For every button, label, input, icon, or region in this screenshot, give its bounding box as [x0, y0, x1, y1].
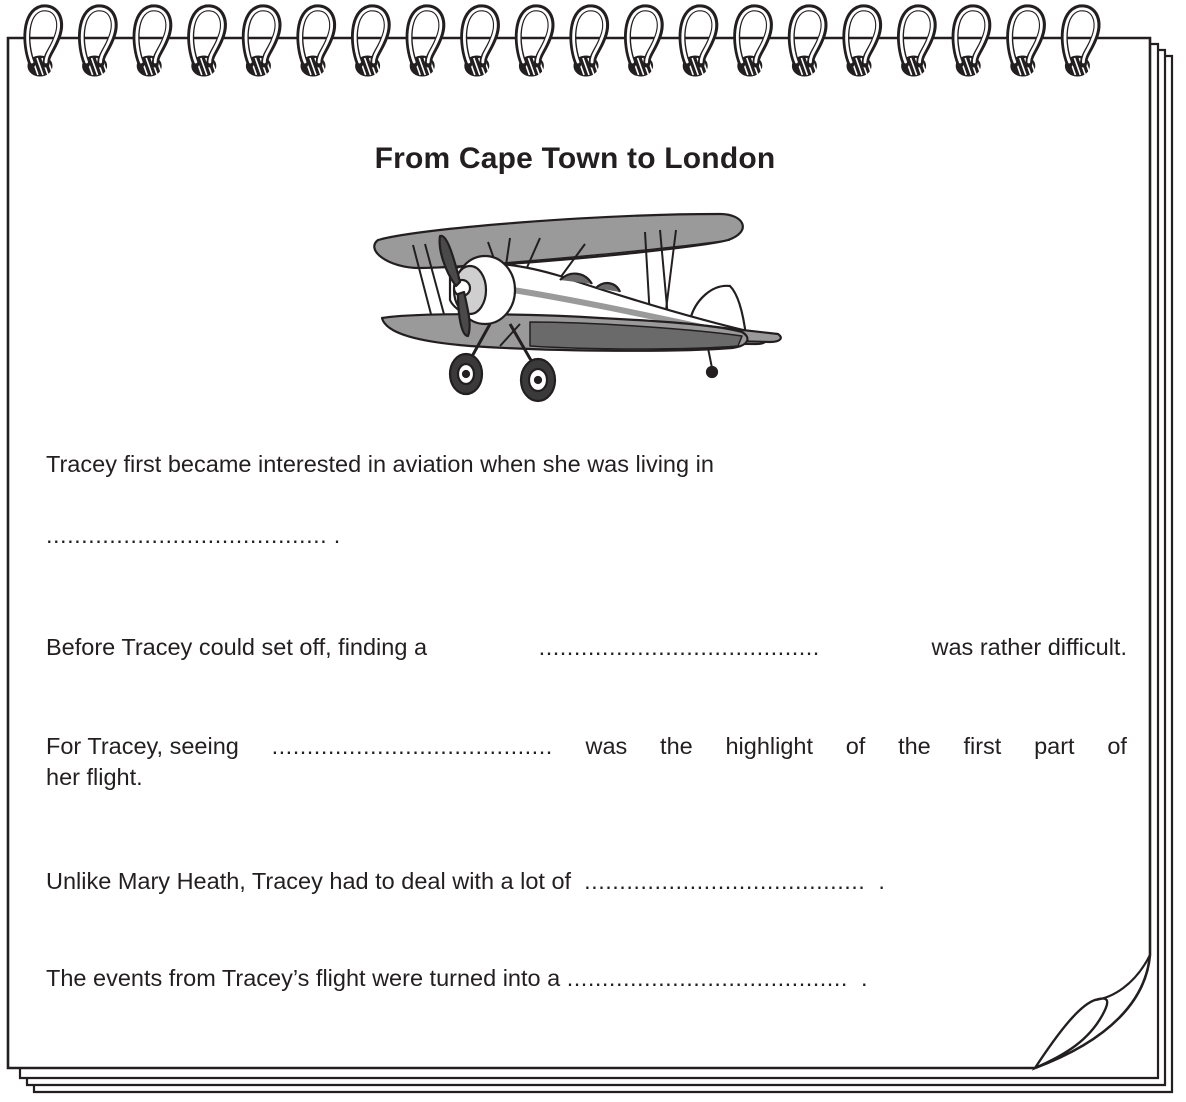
question-3-continuation: her flight. [46, 764, 143, 790]
answer-blank-5[interactable]: ........................................ [566, 965, 848, 991]
question-5-before: The events from Tracey’s flight were turned into a [46, 965, 561, 991]
question-1-end: . [333, 522, 341, 548]
question-1-text: Tracey first became interested in aviation when she was living in [46, 451, 714, 477]
question-3-word-3: highlight [725, 733, 813, 759]
question-2-before: Before Tracey could set off, finding a [46, 634, 428, 660]
answer-blank-2[interactable]: ........................................ [538, 634, 820, 660]
question-5-end: . [860, 965, 868, 991]
question-5 [46, 963, 868, 994]
answer-blank-3[interactable]: ........................................ [271, 733, 553, 759]
answer-blank-1[interactable]: ........................................ [46, 522, 328, 548]
question-3-word-1: was [585, 733, 628, 759]
answer-blank-4[interactable]: ........................................ [584, 868, 866, 894]
question-4-end: . [878, 868, 885, 894]
question-4-before: Unlike Mary Heath, Tracey had to deal with a lot of [46, 868, 572, 894]
question-3-word-2: the [660, 733, 693, 759]
question-1-prompt [46, 449, 714, 480]
question-2-after: was rather difficult. [931, 634, 1127, 660]
question-3-word-5: the [898, 733, 931, 759]
question-4 [46, 866, 885, 897]
question-3-word-8: of [1107, 733, 1127, 759]
question-3-word-4: of [845, 733, 866, 759]
worksheet-title: From Cape Town to London [374, 142, 776, 175]
question-3 [46, 731, 1127, 793]
front-page [8, 38, 1150, 1068]
question-1-answer [46, 520, 340, 551]
question-2 [46, 632, 1127, 663]
question-3-before: For Tracey, seeing [46, 733, 239, 759]
question-3-word-6: first [963, 733, 1002, 759]
question-3-word-7: part [1034, 733, 1075, 759]
